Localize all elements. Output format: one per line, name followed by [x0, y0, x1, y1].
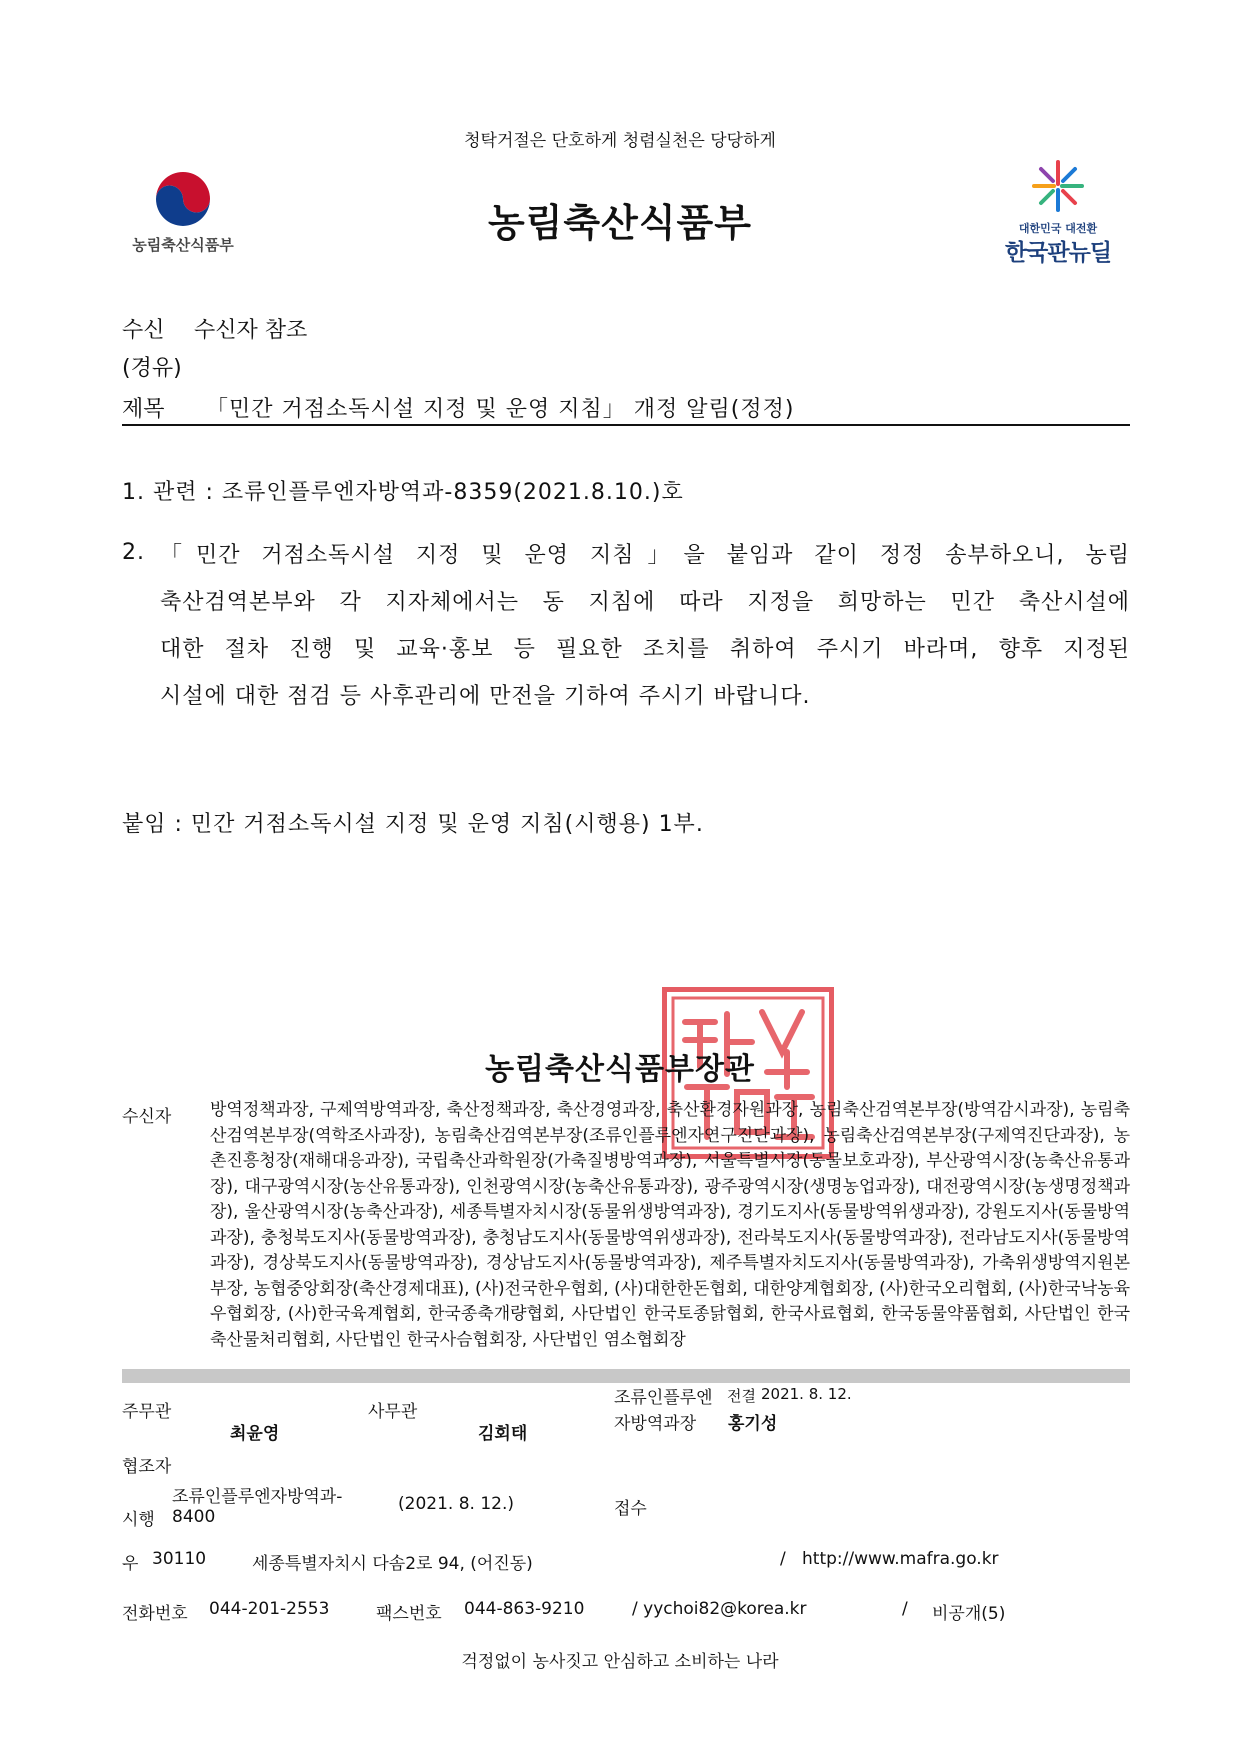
body-item-2-line: 대한 절차 진행 및 교육·홍보 등 필요한 조치를 취하여 주시기 바라며, 향후 지정된 — [160, 637, 1130, 662]
phone-label: 전화번호 — [122, 1604, 188, 1624]
website-link[interactable]: http://www.mafra.go.kr — [802, 1549, 999, 1569]
dept-head-name: 홍기성 — [728, 1414, 778, 1434]
via-label: (경유) — [122, 356, 182, 381]
new-deal-star-icon — [1030, 158, 1086, 214]
chief-name: 최윤영 — [230, 1424, 280, 1444]
recipient-label: 수신 — [122, 318, 165, 343]
separator: / — [780, 1549, 786, 1569]
separator: / — [902, 1599, 908, 1619]
postal-label: 우 — [122, 1554, 139, 1574]
subject-label: 제목 — [122, 397, 165, 422]
footer-slogan: 걱정없이 농사짓고 안심하고 소비하는 나라 — [461, 1652, 779, 1672]
subject-value: 「민간 거점소독시설 지정 및 운영 지침」 개정 알림(정정) — [206, 397, 795, 422]
enforcement-number-line1: 조류인플루엔자방역과- — [172, 1487, 343, 1507]
recipients-label: 수신자 — [122, 1107, 172, 1127]
officer-label: 사무관 — [368, 1402, 418, 1422]
receipt-label: 접수 — [614, 1499, 647, 1519]
address: 세종특별자치시 다솜2로 94, (어진동) — [252, 1554, 533, 1574]
section-divider-bar — [122, 1369, 1130, 1383]
body-item-2-line: 시설에 대한 점검 등 사후관리에 만전을 기하여 주시기 바랍니다. — [160, 684, 811, 709]
email-link[interactable]: / yychoi82@korea.kr — [632, 1599, 807, 1619]
final-approval-label: 전결 — [727, 1387, 756, 1405]
phone-number: 044-201-2553 — [209, 1599, 330, 1619]
body-item-2-number: 2. — [122, 540, 145, 565]
dept-head-title-line2: 자방역과장 — [614, 1414, 697, 1434]
ministry-logo-text: 농림축산식품부 — [132, 236, 234, 254]
fax-number: 044-863-9210 — [464, 1599, 585, 1619]
body-item-2-line: 「민간 거점소독시설 지정 및 운영 지침」을 붙임과 같이 정정 송부하오니, 농림 — [160, 543, 1130, 568]
enforcement-label: 시행 — [122, 1510, 155, 1530]
final-approval-date: 2021. 8. 12. — [761, 1385, 852, 1403]
chief-label: 주무관 — [122, 1402, 172, 1422]
enforcement-date: (2021. 8. 12.) — [398, 1494, 514, 1514]
body-item-1: 1. 관련 : 조류인플루엔자방역과-8359(2021.8.10.)호 — [122, 480, 684, 505]
subject-divider — [122, 424, 1130, 426]
fax-label: 팩스번호 — [376, 1604, 442, 1624]
enforcement-number-line2: 8400 — [172, 1507, 216, 1527]
cooperator-label: 협조자 — [122, 1457, 172, 1477]
officer-name: 김회태 — [478, 1424, 528, 1444]
sender-signature: 농림축산식품부장관 — [485, 1052, 755, 1087]
attachment-note: 붙임 : 민간 거점소독시설 지정 및 운영 지침(시행용) 1부. — [122, 812, 704, 837]
body-item-2-line: 축산검역본부와 각 지자체에서는 동 지침에 따라 지정을 희망하는 민간 축산시설에 — [160, 590, 1130, 615]
new-deal-title: 한국판뉴딜 — [1004, 240, 1112, 266]
recipients-list: 방역정책과장, 구제역방역과장, 축산정책과장, 축산경영과장, 축산환경자원과장, 농림축산검역본부장(방역감시과장), 농림축산검역본부장(역학조사과장), 농림축산검역본부장(조류인플루엔자연구진단과장), 농림축산검역본부장(구제역진단과장), 농촌진흥청장(재해대응과장), 국립축산과학원장(가축질병방역과장), 서울특별시장(동물보호과장), 부산광역시장(농축산유통과장), 대구광역시장(농산유통과장), 인천광역시장(농축산유통과장), 광주광역시장(생명농업과장), 대전광역시장(농생명정책과장), 울산광역시장(농축산과장), 세종특별자치시장(동물위생방역과장), 경기도지사(동물방역위생과장), 강원도지사(동물방역과장), 충청북도지사(동물방역과장), 충청남도지사(동물방역위생과장), 전라북도지사(동물방역과장), 전라남도지사(동물방역과장), 경상북도지사(동물방역과장), 경상남도지사(동물방역과장), 제주특별자치도지사(동물방역과장), 가축위생방역지원본부장, 농협중앙회장(축산경제대표), (사)전국한우협회, (사)대한한돈협회, 대한양계협회장, (사)한국오리협회, (사)한국낙농육우협회장, (사)한국육계협회, 한국종축개량협회, 사단법인 한국토종닭협회, 한국사료협회, 한국동물약품협회, 사단법인 한국축산물처리협회, 사단법인 한국사슴협회장, 사단법인 염소협회장 — [210, 1100, 1130, 1350]
dept-head-title-line1: 조류인플루엔 — [614, 1388, 713, 1408]
ministry-title: 농림축산식품부 — [488, 201, 752, 245]
postal-code: 30110 — [152, 1549, 207, 1569]
new-deal-subtitle: 대한민국 대전환 — [1018, 222, 1098, 235]
new-deal-logo — [998, 158, 1118, 268]
disclosure-status: 비공개(5) — [932, 1604, 1006, 1624]
header-slogan: 청탁거절은 단호하게 청렴실천은 당당하게 — [464, 131, 776, 151]
recipient-value: 수신자 참조 — [194, 318, 308, 343]
